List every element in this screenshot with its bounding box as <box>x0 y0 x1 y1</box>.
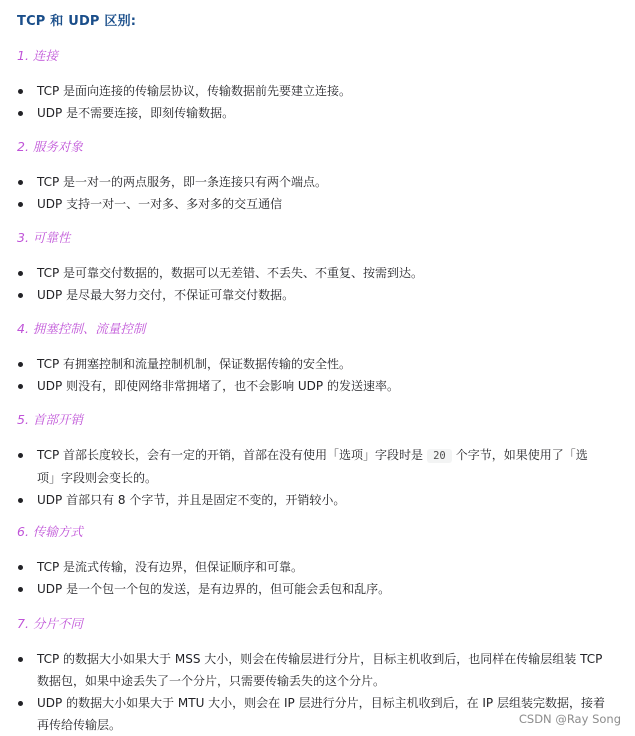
section-heading: 6. 传输方式 <box>17 524 83 539</box>
bullet-list <box>0 171 635 215</box>
list-item: UDP 支持一对一、一对多、多对多的交互通信 <box>0 193 635 215</box>
list-item: TCP 有拥塞控制和流量控制机制，保证数据传输的安全性。 <box>0 353 635 375</box>
bullet-list <box>0 556 635 600</box>
section-heading: 4. 拥塞控制、流量控制 <box>17 321 146 336</box>
section-heading: 7. 分片不同 <box>17 616 83 631</box>
bullet-list <box>0 80 635 124</box>
list-item: UDP 的数据大小如果大于 MTU 大小，则会在 IP 层进行分片，目标主机收到后，在 IP 层组装完数据，接着再传给传输层。 <box>0 692 635 736</box>
list-item-text: 个字节，如果使用了「选项」字段则会变长的。 <box>37 448 588 485</box>
list-item-text: TCP 首部长度较长，会有一定的开销，首部在没有使用「选项」字段时是 <box>37 448 424 462</box>
list-item: UDP 则没有，即使网络非常拥堵了，也不会影响 UDP 的发送速率。 <box>0 375 635 397</box>
list-item: TCP 是流式传输，没有边界，但保证顺序和可靠。 <box>0 556 635 578</box>
bullet-list <box>0 353 635 397</box>
list-item: UDP 是一个包一个包的发送，是有边界的，但可能会丢包和乱序。 <box>0 578 635 600</box>
list-item: TCP 是面向连接的传输层协议，传输数据前先要建立连接。 <box>0 80 635 102</box>
list-item: TCP 是可靠交付数据的，数据可以无差错、不丢失、不重复、按需到达。 <box>0 262 635 284</box>
section-heading: 5. 首部开销 <box>17 412 83 427</box>
bullet-list <box>0 262 635 306</box>
list-item: UDP 是不需要连接，即刻传输数据。 <box>0 102 635 124</box>
bullet-list <box>0 444 635 511</box>
section-heading: 3. 可靠性 <box>17 230 71 245</box>
page-title: TCP 和 UDP 区别: <box>17 14 137 29</box>
list-item: UDP 首部只有 8 个字节，并且是固定不变的，开销较小。 <box>0 489 635 511</box>
section-heading: 2. 服务对象 <box>17 139 83 154</box>
section-heading: 1. 连接 <box>17 48 58 63</box>
list-item: TCP 是一对一的两点服务，即一条连接只有两个端点。 <box>0 171 635 193</box>
list-item: UDP 是尽最大努力交付，不保证可靠交付数据。 <box>0 284 635 306</box>
inline-code: 20 <box>427 449 452 463</box>
watermark: CSDN @Ray Song <box>518 712 621 726</box>
list-item <box>0 444 635 489</box>
list-item: TCP 的数据大小如果大于 MSS 大小，则会在传输层进行分片，目标主机收到后，也同样在传输层组装 TCP 数据包，如果中途丢失了一个分片，只需要传输丢失的这个分片。 <box>0 648 635 692</box>
